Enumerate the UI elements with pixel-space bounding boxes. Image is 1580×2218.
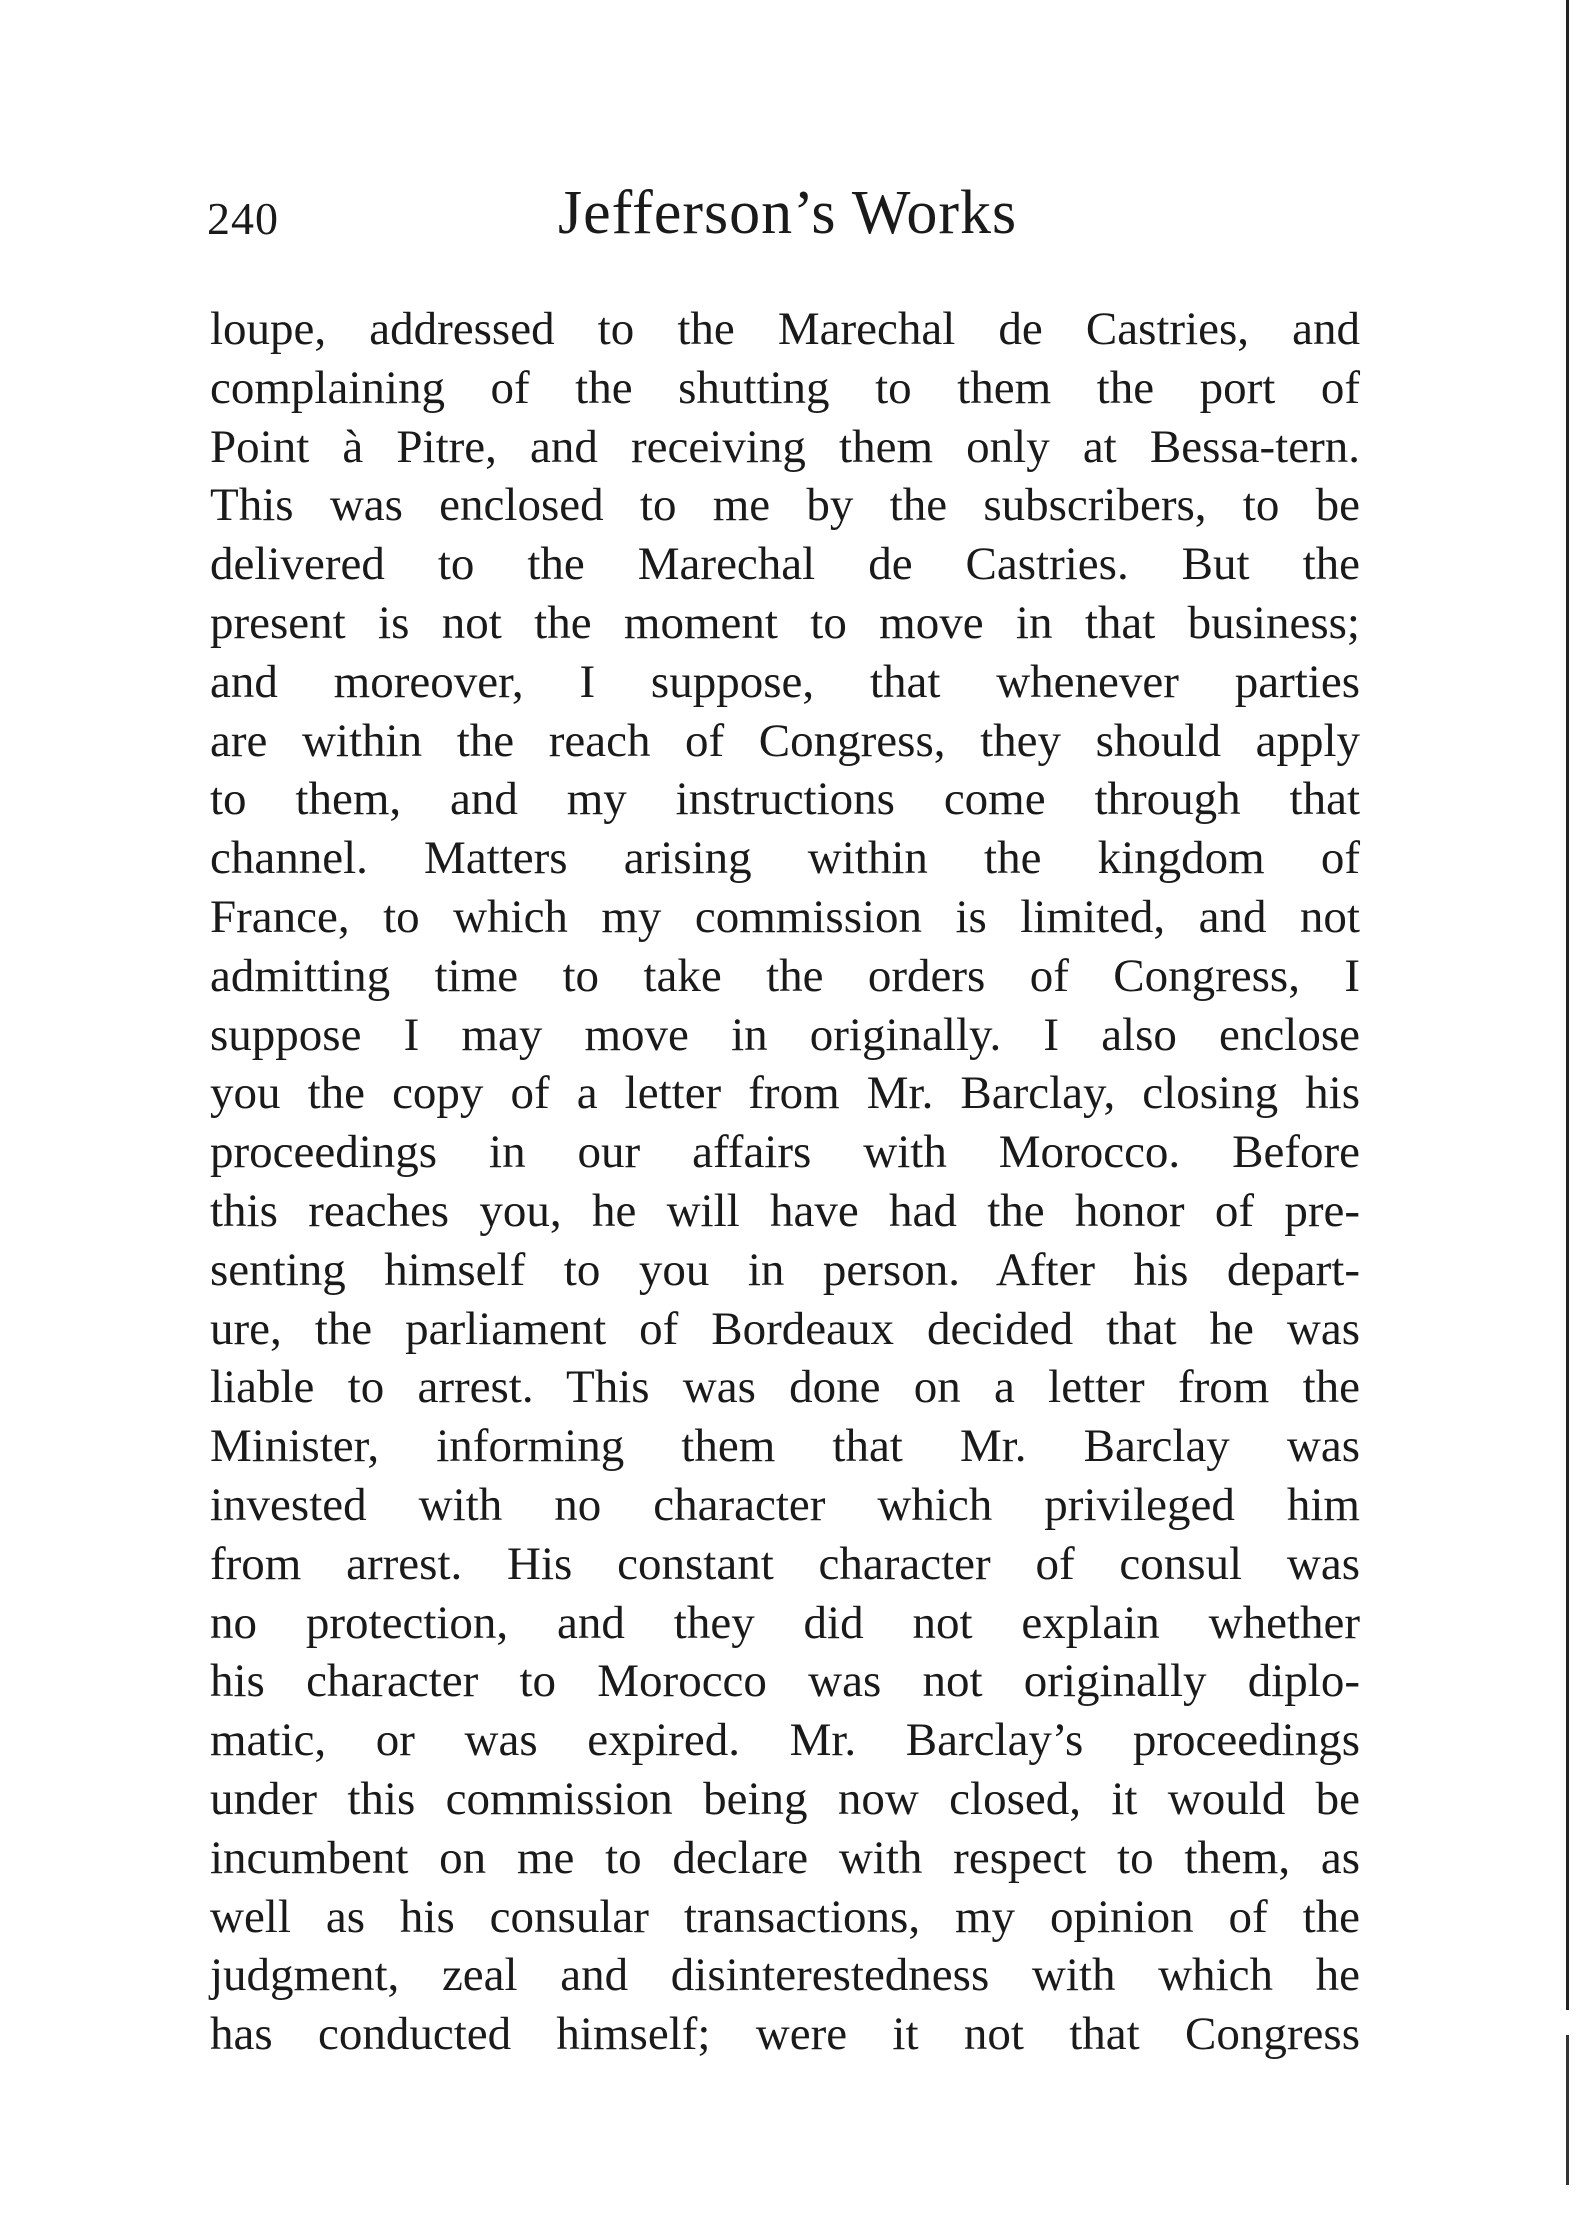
page-header: [0, 178, 1580, 248]
text-line: are within the reach of Congress, they should apply: [210, 714, 1360, 767]
text-line: liable to arrest. This was done on a letter from the: [210, 1361, 1360, 1414]
text-line: loupe, addressed to the Marechal de Castries, and: [210, 303, 1360, 355]
text-line: suppose I may move in originally. I also enclose: [210, 1008, 1360, 1061]
text-line: no protection, and they did not explain whether: [210, 1596, 1360, 1649]
text-line: channel. Matters arising within the kingdom of: [210, 832, 1360, 885]
text-line: complaining of the shutting to them the port of: [210, 361, 1360, 414]
text-line: admitting time to take the orders of Congress, I: [210, 949, 1360, 1002]
text-line: Point à Pitre, and receiving them only at Bessa-tern.: [210, 420, 1360, 473]
text-line: well as his consular transactions, my opinion of the: [210, 1890, 1360, 1943]
text-line: delivered to the Marechal de Castries. But the: [210, 538, 1360, 591]
text-line: to them, and my instructions come through that: [210, 773, 1360, 826]
page-number: 240: [207, 193, 279, 244]
body-text: [210, 300, 1360, 2064]
text-line: judgment, zeal and disinterestedness with which he: [210, 1949, 1360, 2002]
text-line: you the copy of a letter from Mr. Barclay, closing his: [210, 1067, 1360, 1120]
text-line: France, to which my commission is limited, and not: [210, 890, 1360, 943]
text-line: incumbent on me to declare with respect to them, as: [210, 1831, 1360, 1884]
page-edge-rule-lower: [1566, 2035, 1569, 2185]
text-line: has conducted himself; were it not that Congress: [210, 2008, 1360, 2061]
text-line: Minister, informing them that Mr. Barclay was: [210, 1420, 1360, 1473]
text-line: This was enclosed to me by the subscribers, to be: [210, 479, 1360, 532]
text-line: senting himself to you in person. After his depart-: [210, 1243, 1360, 1296]
text-line: and moreover, I suppose, that whenever parties: [210, 655, 1360, 708]
text-line: ure, the parliament of Bordeaux decided that he was: [210, 1302, 1360, 1355]
page-edge-rule: [1566, 0, 1569, 2010]
text-line: this reaches you, he will have had the honor of pre-: [210, 1184, 1360, 1237]
text-line: under this commission being now closed, it would be: [210, 1772, 1360, 1825]
text-line: matic, or was expired. Mr. Barclay’s proceedings: [210, 1714, 1360, 1767]
text-line: from arrest. His constant character of consul was: [210, 1537, 1360, 1590]
text-line: his character to Morocco was not originally diplo-: [210, 1655, 1360, 1708]
text-line: present is not the moment to move in that business;: [210, 596, 1360, 649]
text-line: invested with no character which privileged him: [210, 1478, 1360, 1531]
text-line: proceedings in our affairs with Morocco. Before: [210, 1126, 1360, 1179]
running-title: Jefferson’s Works: [558, 179, 1018, 247]
